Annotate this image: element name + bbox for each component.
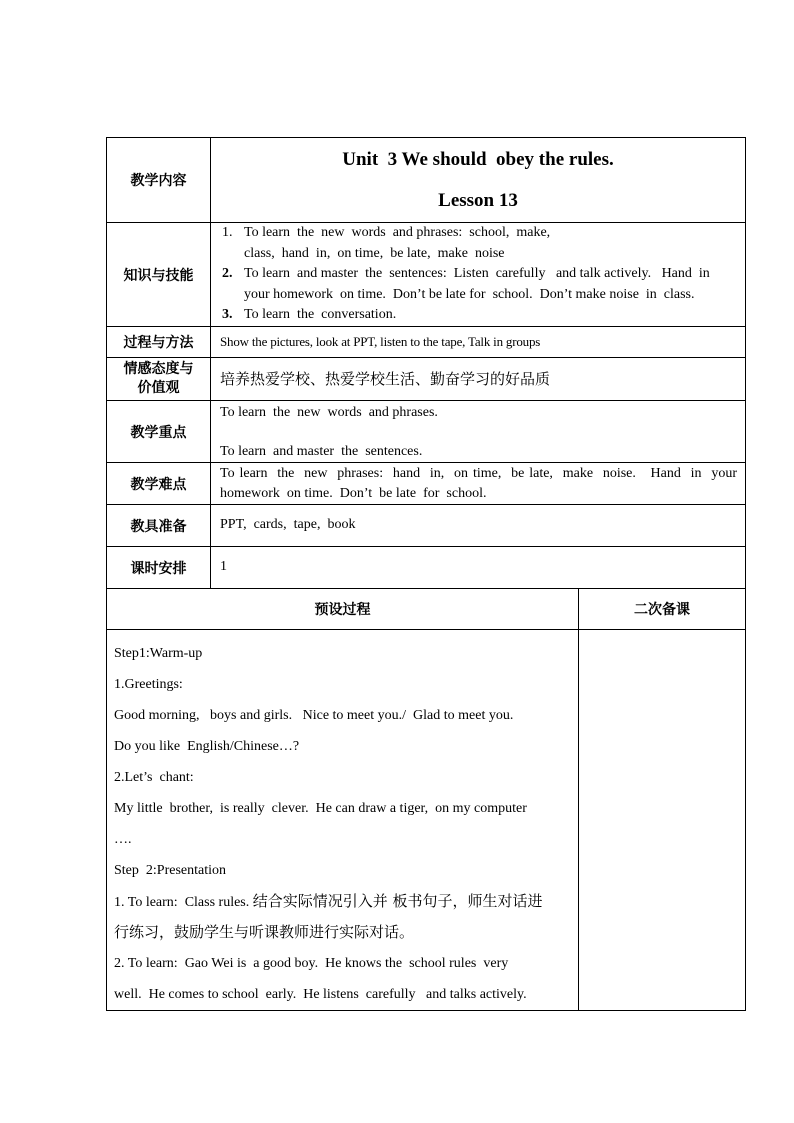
label-knowledge-skills: 知识与技能 (107, 223, 211, 327)
second-preparation-header: 二次备课 (579, 589, 746, 630)
list-item (220, 264, 737, 305)
label-attitude-values (107, 358, 211, 401)
procedure-line: Do you like English/Chinese…? (114, 739, 300, 754)
lesson-plan-document (106, 137, 745, 1003)
procedure-line: Step 2:Presentation (114, 863, 226, 878)
label-process-methods: 过程与方法 (107, 327, 211, 358)
item-text-continued: class, hand in, on time, be late, make noise (244, 245, 505, 261)
procedure-line-mixed (114, 886, 570, 917)
procedure-line: 2. To learn: Gao Wei is a good boy. He knows the school rules very (114, 956, 509, 971)
row-teaching-content (107, 138, 746, 223)
row-difficult-points (107, 463, 746, 505)
label-teaching-content: 教学内容 (107, 138, 211, 223)
item-text-continued: your homework on time. Don’t be late for school. Don’t make noise in class. (244, 286, 695, 302)
row-key-points (107, 401, 746, 463)
objectives-list (220, 223, 737, 326)
procedure-line: Step1:Warm-up (114, 646, 203, 661)
row-teaching-aids (107, 505, 746, 547)
class-hours-value: 1 (211, 547, 746, 589)
lesson-plan-table (106, 137, 746, 1011)
procedure-line-en: 1. To learn: Class rules. (114, 895, 250, 910)
unit-title: Unit 3 We should obey the rules. (342, 148, 614, 170)
procedure-content (107, 630, 579, 1011)
knowledge-skills-cell (211, 223, 746, 327)
key-point-line: To learn the new words and phrases. (220, 405, 438, 420)
second-preparation-cell (579, 630, 746, 1011)
lesson-title-cell (211, 138, 746, 223)
item-text: To learn the new words and phrases: school, make, (244, 225, 551, 241)
key-points-cell (211, 401, 746, 463)
procedure-header: 预设过程 (107, 589, 579, 630)
teaching-aids-text: PPT, cards, tape, book (211, 505, 746, 547)
difficult-points-text: To learn the new phrases: hand in, on time, be late, make noise. Hand in your homework on time. Don’t be late for school. (211, 463, 746, 505)
procedure-line: 1.Greetings: (114, 677, 183, 692)
row-procedure-header (107, 589, 746, 630)
label-class-hours: 课时安排 (107, 547, 211, 589)
procedure-line: 行练习，鼓励学生与听课教师进行实际对话。 (114, 923, 415, 941)
procedure-line: well. He comes to school early. He listens carefully and talks actively. (114, 987, 527, 1002)
item-number: 2. (222, 266, 233, 282)
procedure-line: Good morning, boys and girls. Nice to meet you./ Glad to meet you. (114, 708, 514, 723)
procedure-line: My little brother, is really clever. He can draw a tiger, on my computer (114, 801, 527, 816)
process-methods-text: Show the pictures, look at PPT, listen to the tape, Talk in groups (211, 327, 746, 358)
procedure-line-zh: 结合实际情况引入并 板书句子，师生对话进 (252, 892, 543, 910)
list-item (220, 305, 737, 326)
row-knowledge-skills (107, 223, 746, 327)
label-key-points: 教学重点 (107, 401, 211, 463)
lesson-title: Lesson 13 (438, 189, 518, 211)
row-attitude-values (107, 358, 746, 401)
label-difficult-points: 教学难点 (107, 463, 211, 505)
item-number: 1. (222, 225, 233, 241)
item-text: To learn and master the sentences: Listen carefully and talk actively. Hand in (244, 266, 710, 282)
row-process-methods (107, 327, 746, 358)
item-number: 3. (222, 307, 233, 323)
row-procedure-body (107, 630, 746, 1011)
row-class-hours (107, 547, 746, 589)
label-attitude-line2: 价值观 (137, 380, 180, 396)
procedure-line: 2.Let’s chant: (114, 770, 194, 785)
key-point-line: To learn and master the sentences. (220, 443, 423, 459)
item-text: To learn the conversation. (244, 307, 397, 323)
label-attitude-line1: 情感态度与 (123, 361, 194, 377)
list-item (220, 223, 737, 264)
label-teaching-aids: 教具准备 (107, 505, 211, 547)
attitude-values-text: 培养热爱学校、热爱学校生活、勤奋学习的好品质 (211, 358, 746, 401)
procedure-line: …. (114, 832, 132, 847)
